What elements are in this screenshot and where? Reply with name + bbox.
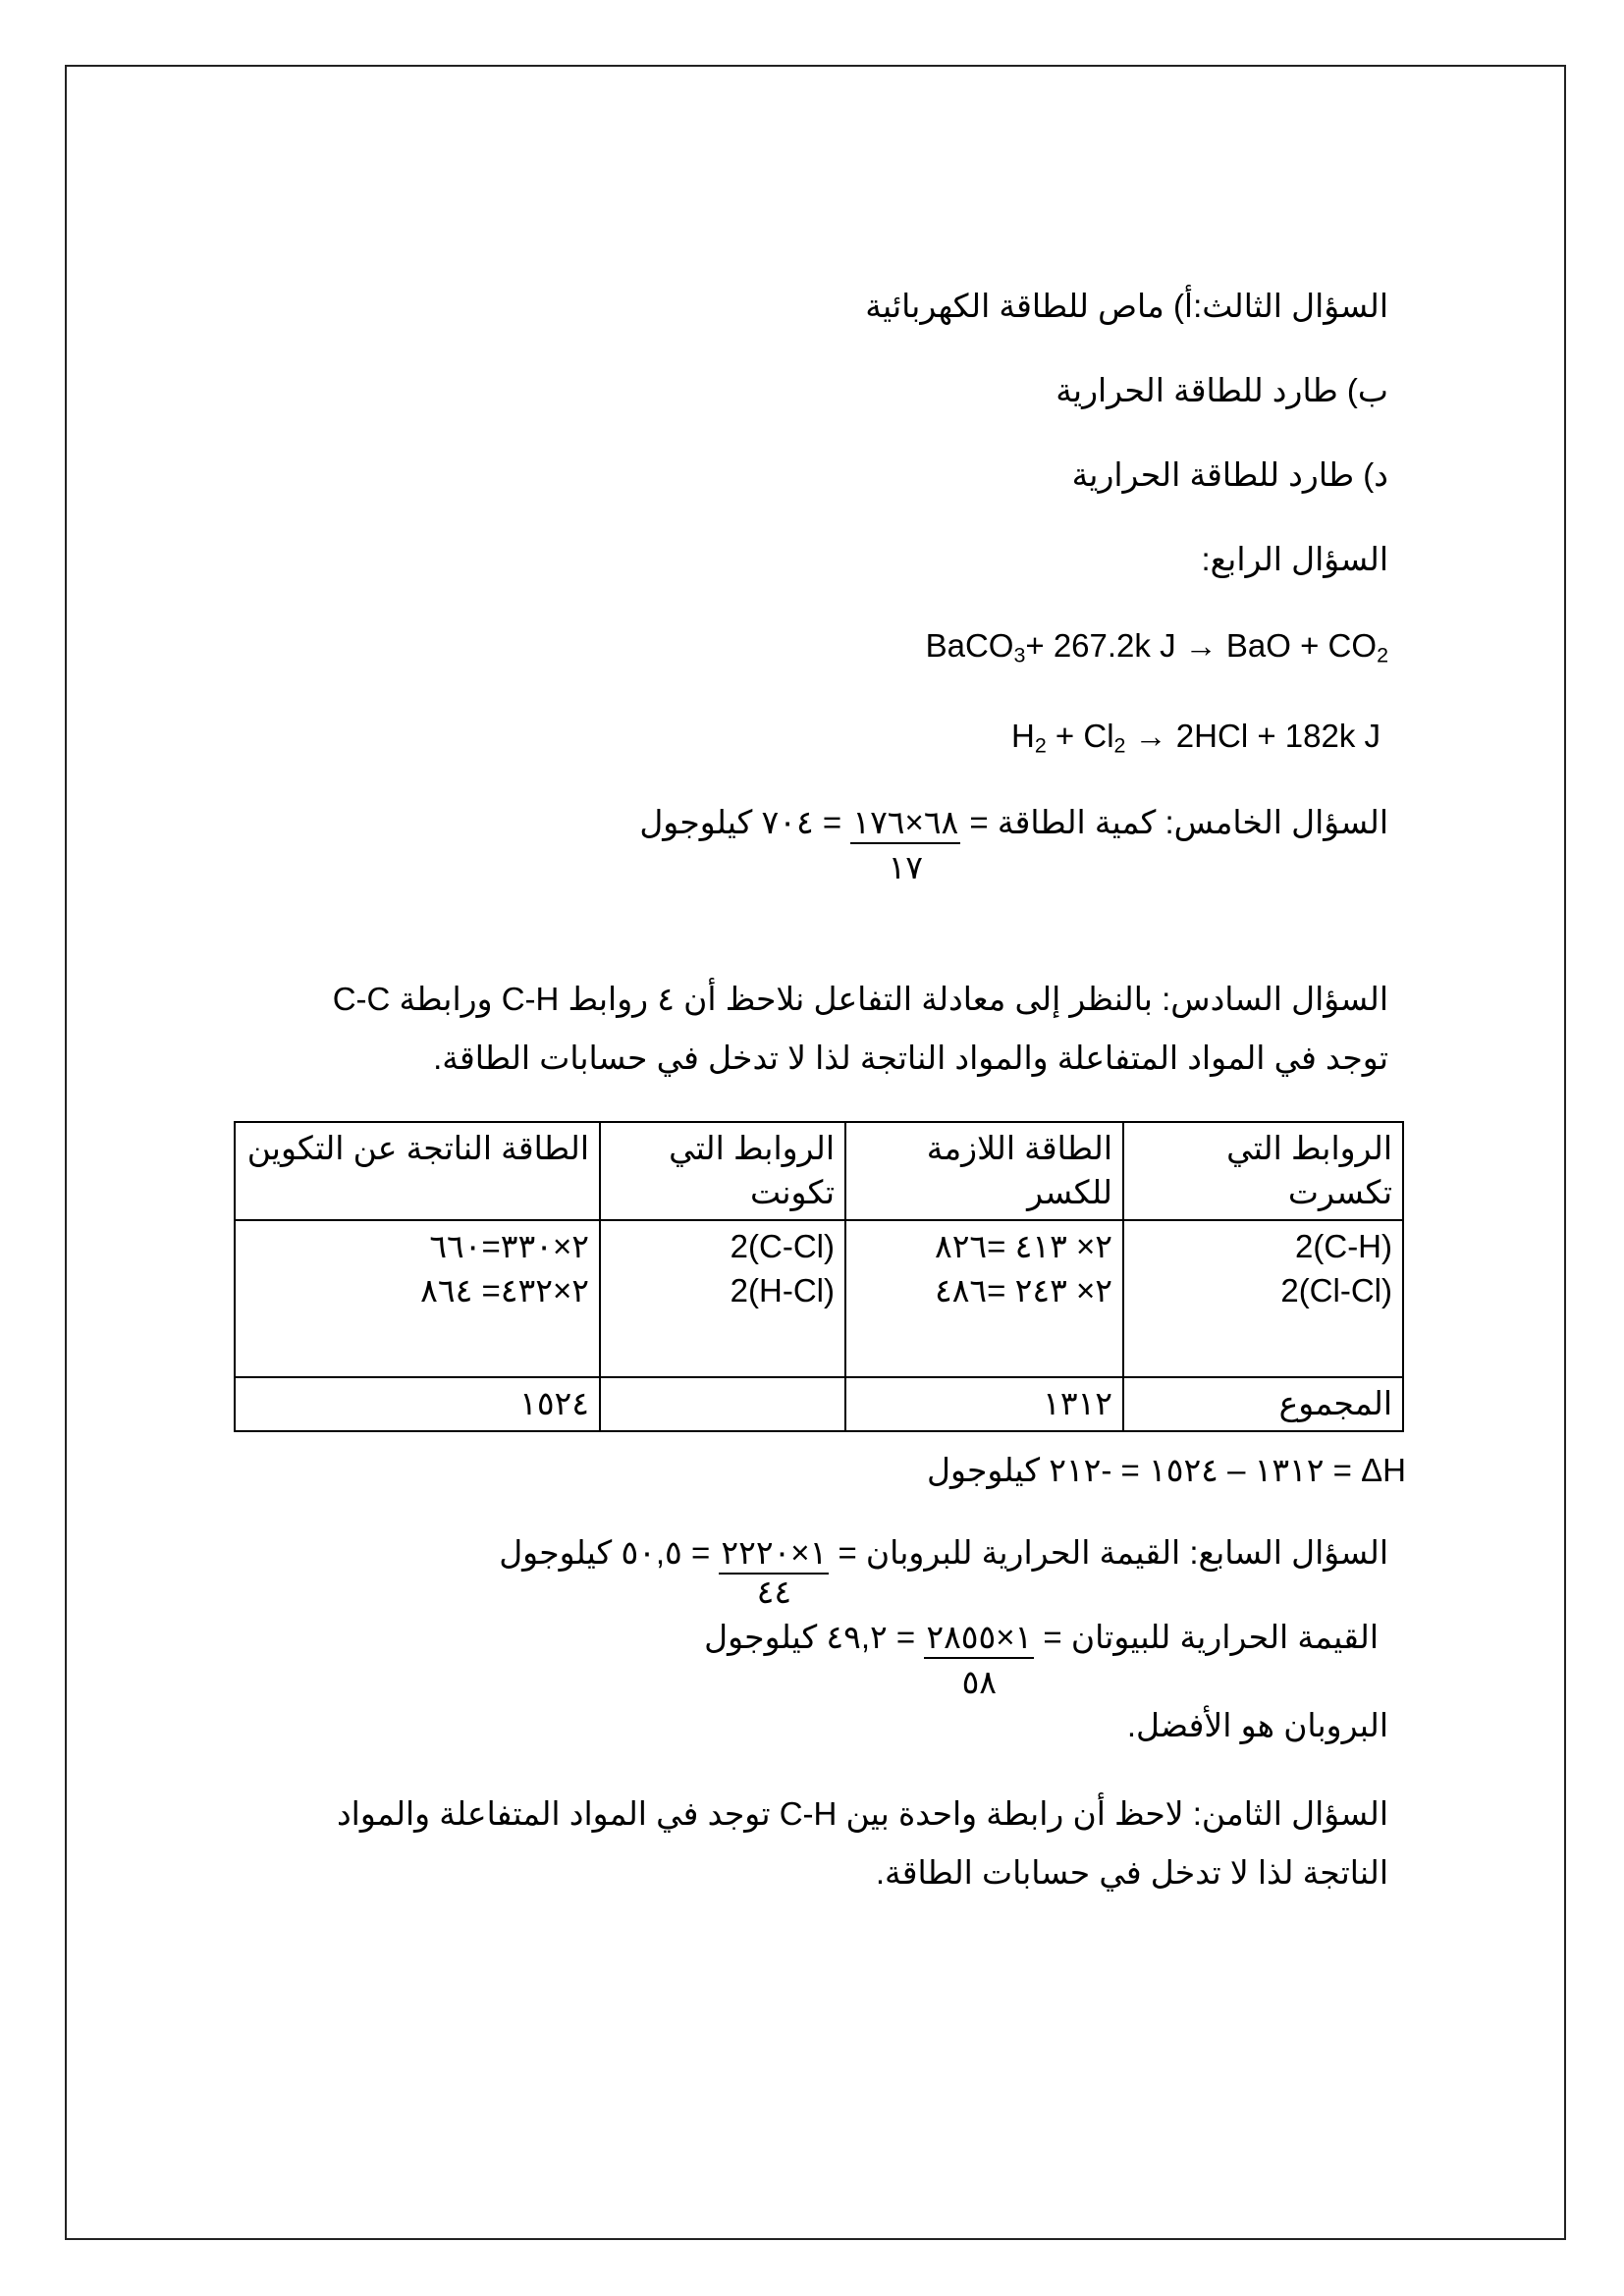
table-row bbox=[235, 1220, 1403, 1377]
total-form-energy: ١٥٢٤ bbox=[235, 1377, 600, 1431]
q7-conclusion: البروبان هو الأفضل. bbox=[1126, 1707, 1388, 1743]
q7-propane-fraction: $\frac{١\times ٢٢٢٠}{٤٤}$ bbox=[721, 1534, 828, 1610]
q3-line-d: د) طارد للطاقة الحرارية bbox=[1071, 456, 1388, 493]
q3-line-b: ب) طارد للطاقة الحرارية bbox=[1056, 372, 1388, 408]
table-total-row bbox=[235, 1377, 1403, 1431]
q6-line-1: السؤال السادس: بالنظر إلى معادلة التفاعل نلاحظ أن ٤ روابط C-H ورابطة C-C bbox=[332, 981, 1388, 1017]
q4-equation-1: BaCO$_3$+ 267.2k J → BaO + $CO_2$ bbox=[925, 627, 1388, 667]
q4-equation-2: $H_2 + Cl_2 \to 2HCl + 182k$ J bbox=[1010, 718, 1380, 758]
header-form-energy: الطاقة الناتجة عن التكوين bbox=[235, 1122, 600, 1220]
bond-energy-table bbox=[234, 1121, 1404, 1432]
table-header-row bbox=[235, 1122, 1403, 1220]
q5-energy-line: السؤال الخامس: كمية الطاقة = $\frac{٦٨\times ١٧٦}{١٧}$ = ٧٠٤ كيلوجول bbox=[639, 804, 1388, 885]
total-label: المجموع bbox=[1123, 1377, 1403, 1431]
break-energy-cell: ٢× ٤١٣ =٨٢٦ ٢× ٢٤٣ =٤٨٦ bbox=[845, 1220, 1123, 1377]
broken-bonds-cell: 2(C-H) 2(Cl-Cl) bbox=[1123, 1220, 1403, 1377]
header-formed-bonds: الروابط التي تكونت bbox=[600, 1122, 845, 1220]
q7-butane-line: القيمة الحرارية للبيوتان = $\frac{١\times ٢٨٥٥}{٥٨}$ = ٤٩,٢ كيلوجول bbox=[704, 1619, 1379, 1700]
header-broken-bonds: الروابط التي تكسرت bbox=[1123, 1122, 1403, 1220]
q4-title: السؤال الرابع: bbox=[1201, 541, 1388, 577]
q8-line-2: الناتجة لذا لا تدخل في حسابات الطاقة. bbox=[875, 1854, 1388, 1891]
q7-propane-line: السؤال السابع: القيمة الحرارية للبروبان = $\frac{١\times ٢٢٢٠}{٤٤}$ = ٥٠,٥ كيلوجول bbox=[499, 1534, 1388, 1610]
q3-line-a: السؤال الثالث:أ) ماص للطاقة الكهربائية bbox=[865, 288, 1388, 324]
q5-fraction: $\frac{٦٨\times ١٧٦}{١٧}$ bbox=[852, 804, 959, 885]
q6-line-2: توجد في المواد المتفاعلة والمواد الناتجة لذا لا تدخل في حسابات الطاقة. bbox=[433, 1040, 1388, 1076]
total-formed-empty bbox=[600, 1377, 845, 1431]
form-energy-cell: ٢×٣٣٠=٦٦٠ ٢×٤٣٢= ٨٦٤ bbox=[235, 1220, 600, 1377]
delta-h-line: ΔH = ١٣١٢ – ١٥٢٤ = -٢١٢ كيلوجول bbox=[926, 1452, 1406, 1488]
q8-line-1: السؤال الثامن: لاحظ أن رابطة واحدة بين C-H توجد في المواد المتفاعلة والمواد bbox=[336, 1795, 1388, 1832]
q7-butane-fraction: $\frac{١\times ٢٨٥٥}{٥٨}$ bbox=[926, 1619, 1033, 1700]
total-break-energy: ١٣١٢ bbox=[845, 1377, 1123, 1431]
header-break-energy: الطاقة اللازمة للكسر bbox=[845, 1122, 1123, 1220]
formed-bonds-cell: 2(C-Cl) 2(H-Cl) bbox=[600, 1220, 845, 1377]
